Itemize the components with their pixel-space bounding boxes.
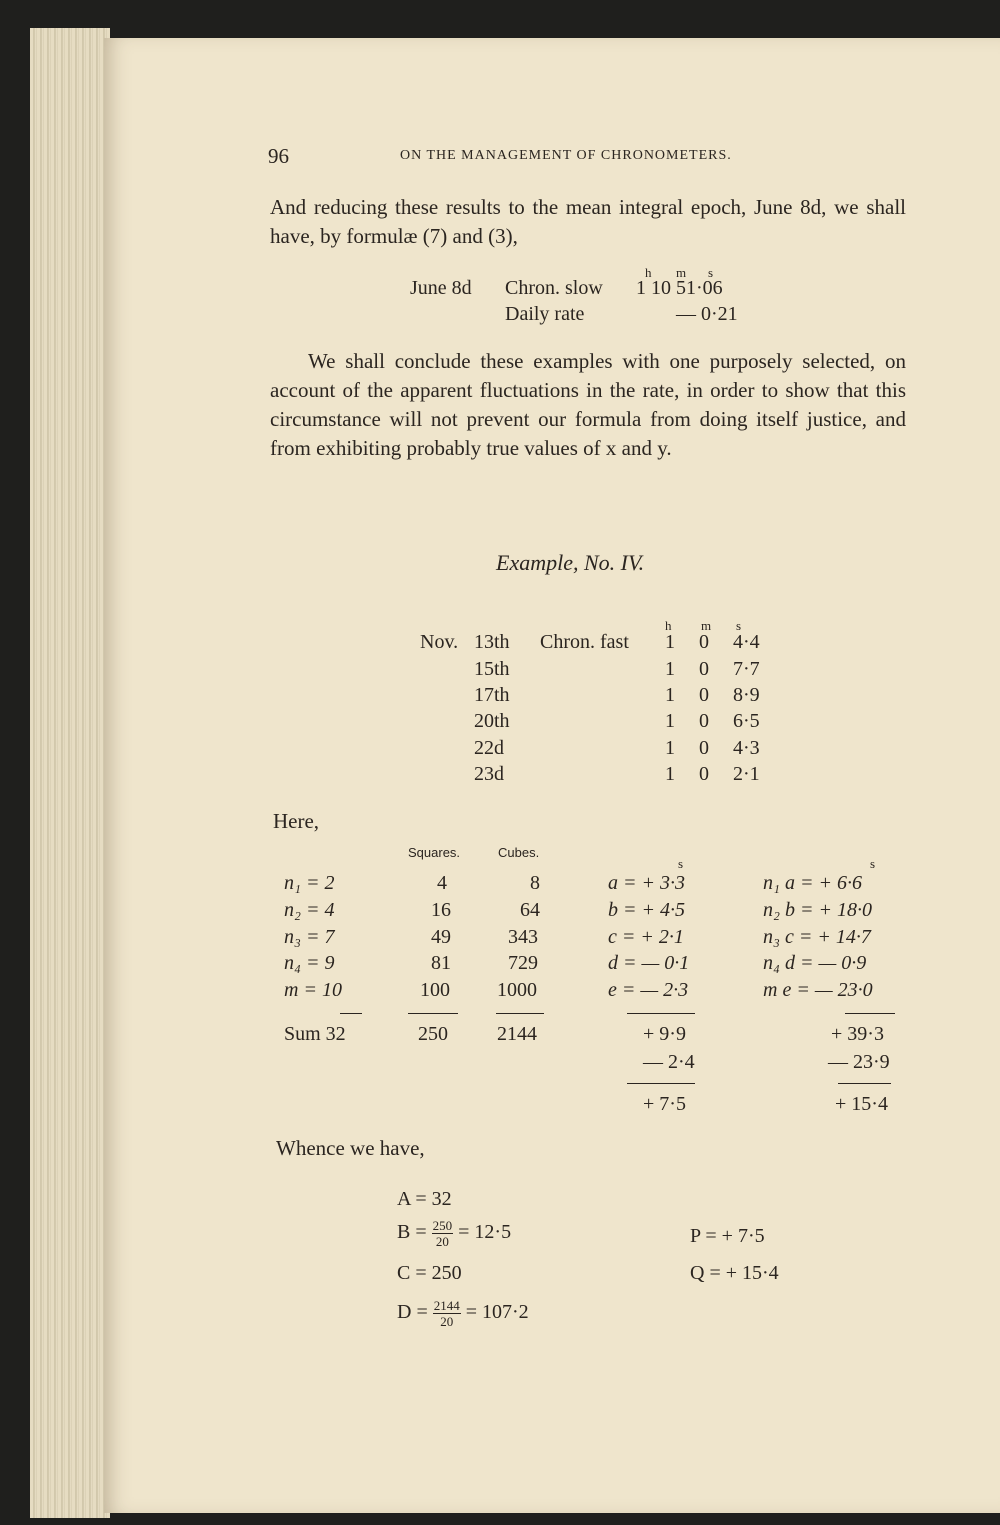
row-prod: n₄ d = — 0·9 bbox=[763, 952, 867, 974]
obs-day: 20th bbox=[474, 710, 510, 732]
obs-m: 0 bbox=[699, 763, 709, 785]
result-B-rhs: = 12·5 bbox=[458, 1221, 512, 1244]
row-prod: n₃ c = + 14·7 bbox=[763, 926, 871, 948]
unit-m: m bbox=[676, 265, 687, 280]
obs-unit-m: m bbox=[701, 618, 712, 633]
rule-cubes bbox=[496, 1013, 544, 1014]
row-square: 4 bbox=[437, 872, 447, 894]
row-n: n₁ = 2 bbox=[284, 872, 335, 894]
obs-h: 1 bbox=[665, 710, 675, 732]
row-n: n₄ = 9 bbox=[284, 952, 335, 974]
row-diff: a = + 3·3 bbox=[608, 872, 685, 894]
sum-cubes: 2144 bbox=[497, 1023, 537, 1045]
result-B bbox=[397, 1218, 511, 1249]
obs-day: 13th bbox=[474, 631, 510, 653]
result-label-rate: Daily rate bbox=[505, 303, 585, 325]
result-P: P = + 7·5 bbox=[690, 1225, 765, 1247]
row-cube: 343 bbox=[508, 926, 538, 948]
result-B-numerator: 250 bbox=[432, 1218, 453, 1233]
result-C: C = 250 bbox=[397, 1262, 462, 1284]
row-diff: c = + 2·1 bbox=[608, 926, 684, 948]
row-cube: 64 bbox=[520, 899, 540, 921]
obs-h: 1 bbox=[665, 684, 675, 706]
obs-m: 0 bbox=[699, 631, 709, 653]
rule-diff-total bbox=[627, 1083, 695, 1084]
sum-prod-negative: — 23·9 bbox=[828, 1051, 890, 1073]
row-cube: 729 bbox=[508, 952, 538, 974]
result-D-lhs: D = bbox=[397, 1301, 428, 1324]
obs-day: 23d bbox=[474, 763, 504, 785]
obs-m: 0 bbox=[699, 737, 709, 759]
row-n: n₃ = 7 bbox=[284, 926, 335, 948]
result-date: June 8d bbox=[410, 277, 472, 299]
unit-h: h bbox=[645, 265, 652, 280]
sum-prod-positive: + 39·3 bbox=[831, 1023, 884, 1045]
row-prod: n₁ a = + 6·6 bbox=[763, 872, 862, 894]
result-D-rhs: = 107·2 bbox=[465, 1301, 529, 1324]
obs-h: 1 bbox=[665, 737, 675, 759]
result-Q: Q = + 15·4 bbox=[690, 1262, 779, 1284]
page-edges bbox=[30, 28, 110, 1518]
result-A: A = 32 bbox=[397, 1188, 452, 1210]
result-value-rate: — 0·21 bbox=[676, 303, 738, 325]
obs-unit-h: h bbox=[665, 618, 672, 633]
obs-day: 22d bbox=[474, 737, 504, 759]
row-diff: b = + 4·5 bbox=[608, 899, 685, 921]
result-B-denominator: 20 bbox=[435, 1234, 449, 1249]
rule-squares bbox=[408, 1013, 458, 1014]
rule-n bbox=[340, 1013, 362, 1014]
row-diff: e = — 2·3 bbox=[608, 979, 689, 1001]
col-squares: Squares. bbox=[408, 845, 461, 860]
row-square: 49 bbox=[431, 926, 451, 948]
obs-m: 0 bbox=[699, 684, 709, 706]
whence-label: Whence we have, bbox=[276, 1136, 425, 1160]
result-B-fraction bbox=[432, 1218, 454, 1249]
obs-month: Nov. bbox=[420, 631, 459, 653]
obs-s: 8·9 bbox=[733, 684, 760, 706]
result-B-lhs: B = bbox=[397, 1221, 427, 1244]
example-title: Example, No. IV. bbox=[496, 550, 645, 575]
sum-diff-positive: + 9·9 bbox=[643, 1023, 686, 1045]
row-n: n₂ = 4 bbox=[284, 899, 335, 921]
result-D-numerator: 2144 bbox=[433, 1298, 460, 1313]
obs-s: 6·5 bbox=[733, 710, 760, 732]
unit-s-prod: s bbox=[870, 856, 876, 871]
result-D bbox=[397, 1298, 529, 1329]
paragraph-intro: And reducing these results to the mean integral epoch, June 8d, we shall have, by formulæ (7) and (3), bbox=[270, 195, 906, 248]
obs-h: 1 bbox=[665, 658, 675, 680]
obs-label: Chron. fast bbox=[540, 631, 629, 653]
rule-prod-total bbox=[838, 1083, 891, 1084]
sum-label: Sum 32 bbox=[284, 1023, 346, 1045]
obs-s: 2·1 bbox=[733, 763, 760, 785]
row-square: 100 bbox=[420, 979, 450, 1001]
total-diff: + 7·5 bbox=[643, 1093, 686, 1115]
paragraph-examples: We shall conclude these examples with one purposely selected, on account of the apparent fluctuations in the rate, in order to show that this circumstance will not prevent our formula from doing itself justice, and from exhibiting probably true values of x and y. bbox=[270, 349, 906, 460]
row-cube: 1000 bbox=[497, 979, 537, 1001]
obs-m: 0 bbox=[699, 710, 709, 732]
row-cube: 8 bbox=[530, 872, 540, 894]
row-square: 81 bbox=[431, 952, 451, 974]
total-prod: + 15·4 bbox=[835, 1093, 888, 1115]
page-number: 96 bbox=[268, 144, 289, 168]
result-D-denominator: 20 bbox=[440, 1314, 454, 1329]
book-page bbox=[104, 38, 1000, 1513]
obs-h: 1 bbox=[665, 763, 675, 785]
running-head: ON THE MANAGEMENT OF CHRONOMETERS. bbox=[400, 148, 732, 163]
obs-h: 1 bbox=[665, 631, 675, 653]
obs-s: 4·4 bbox=[733, 631, 760, 653]
col-cubes: Cubes. bbox=[498, 845, 540, 860]
result-label-slow: Chron. slow bbox=[505, 277, 603, 299]
unit-s-diff: s bbox=[678, 856, 684, 871]
obs-day: 15th bbox=[474, 658, 510, 680]
obs-s: 4·3 bbox=[733, 737, 760, 759]
rule-diff bbox=[627, 1013, 695, 1014]
rule-prod bbox=[845, 1013, 895, 1014]
row-prod: n₂ b = + 18·0 bbox=[763, 899, 872, 921]
result-D-fraction bbox=[433, 1298, 461, 1329]
row-prod: m e = — 23·0 bbox=[763, 979, 873, 1001]
here-label: Here, bbox=[273, 809, 320, 833]
row-square: 16 bbox=[431, 899, 451, 921]
obs-m: 0 bbox=[699, 658, 709, 680]
obs-day: 17th bbox=[474, 684, 510, 706]
obs-s: 7·7 bbox=[733, 658, 760, 680]
unit-s: s bbox=[708, 265, 714, 280]
obs-unit-s: s bbox=[736, 618, 742, 633]
row-n: m = 10 bbox=[284, 979, 342, 1001]
row-diff: d = — 0·1 bbox=[608, 952, 690, 974]
sum-squares: 250 bbox=[418, 1023, 448, 1045]
result-value-slow: 1 10 51·06 bbox=[636, 277, 723, 299]
sum-diff-negative: — 2·4 bbox=[643, 1051, 695, 1073]
